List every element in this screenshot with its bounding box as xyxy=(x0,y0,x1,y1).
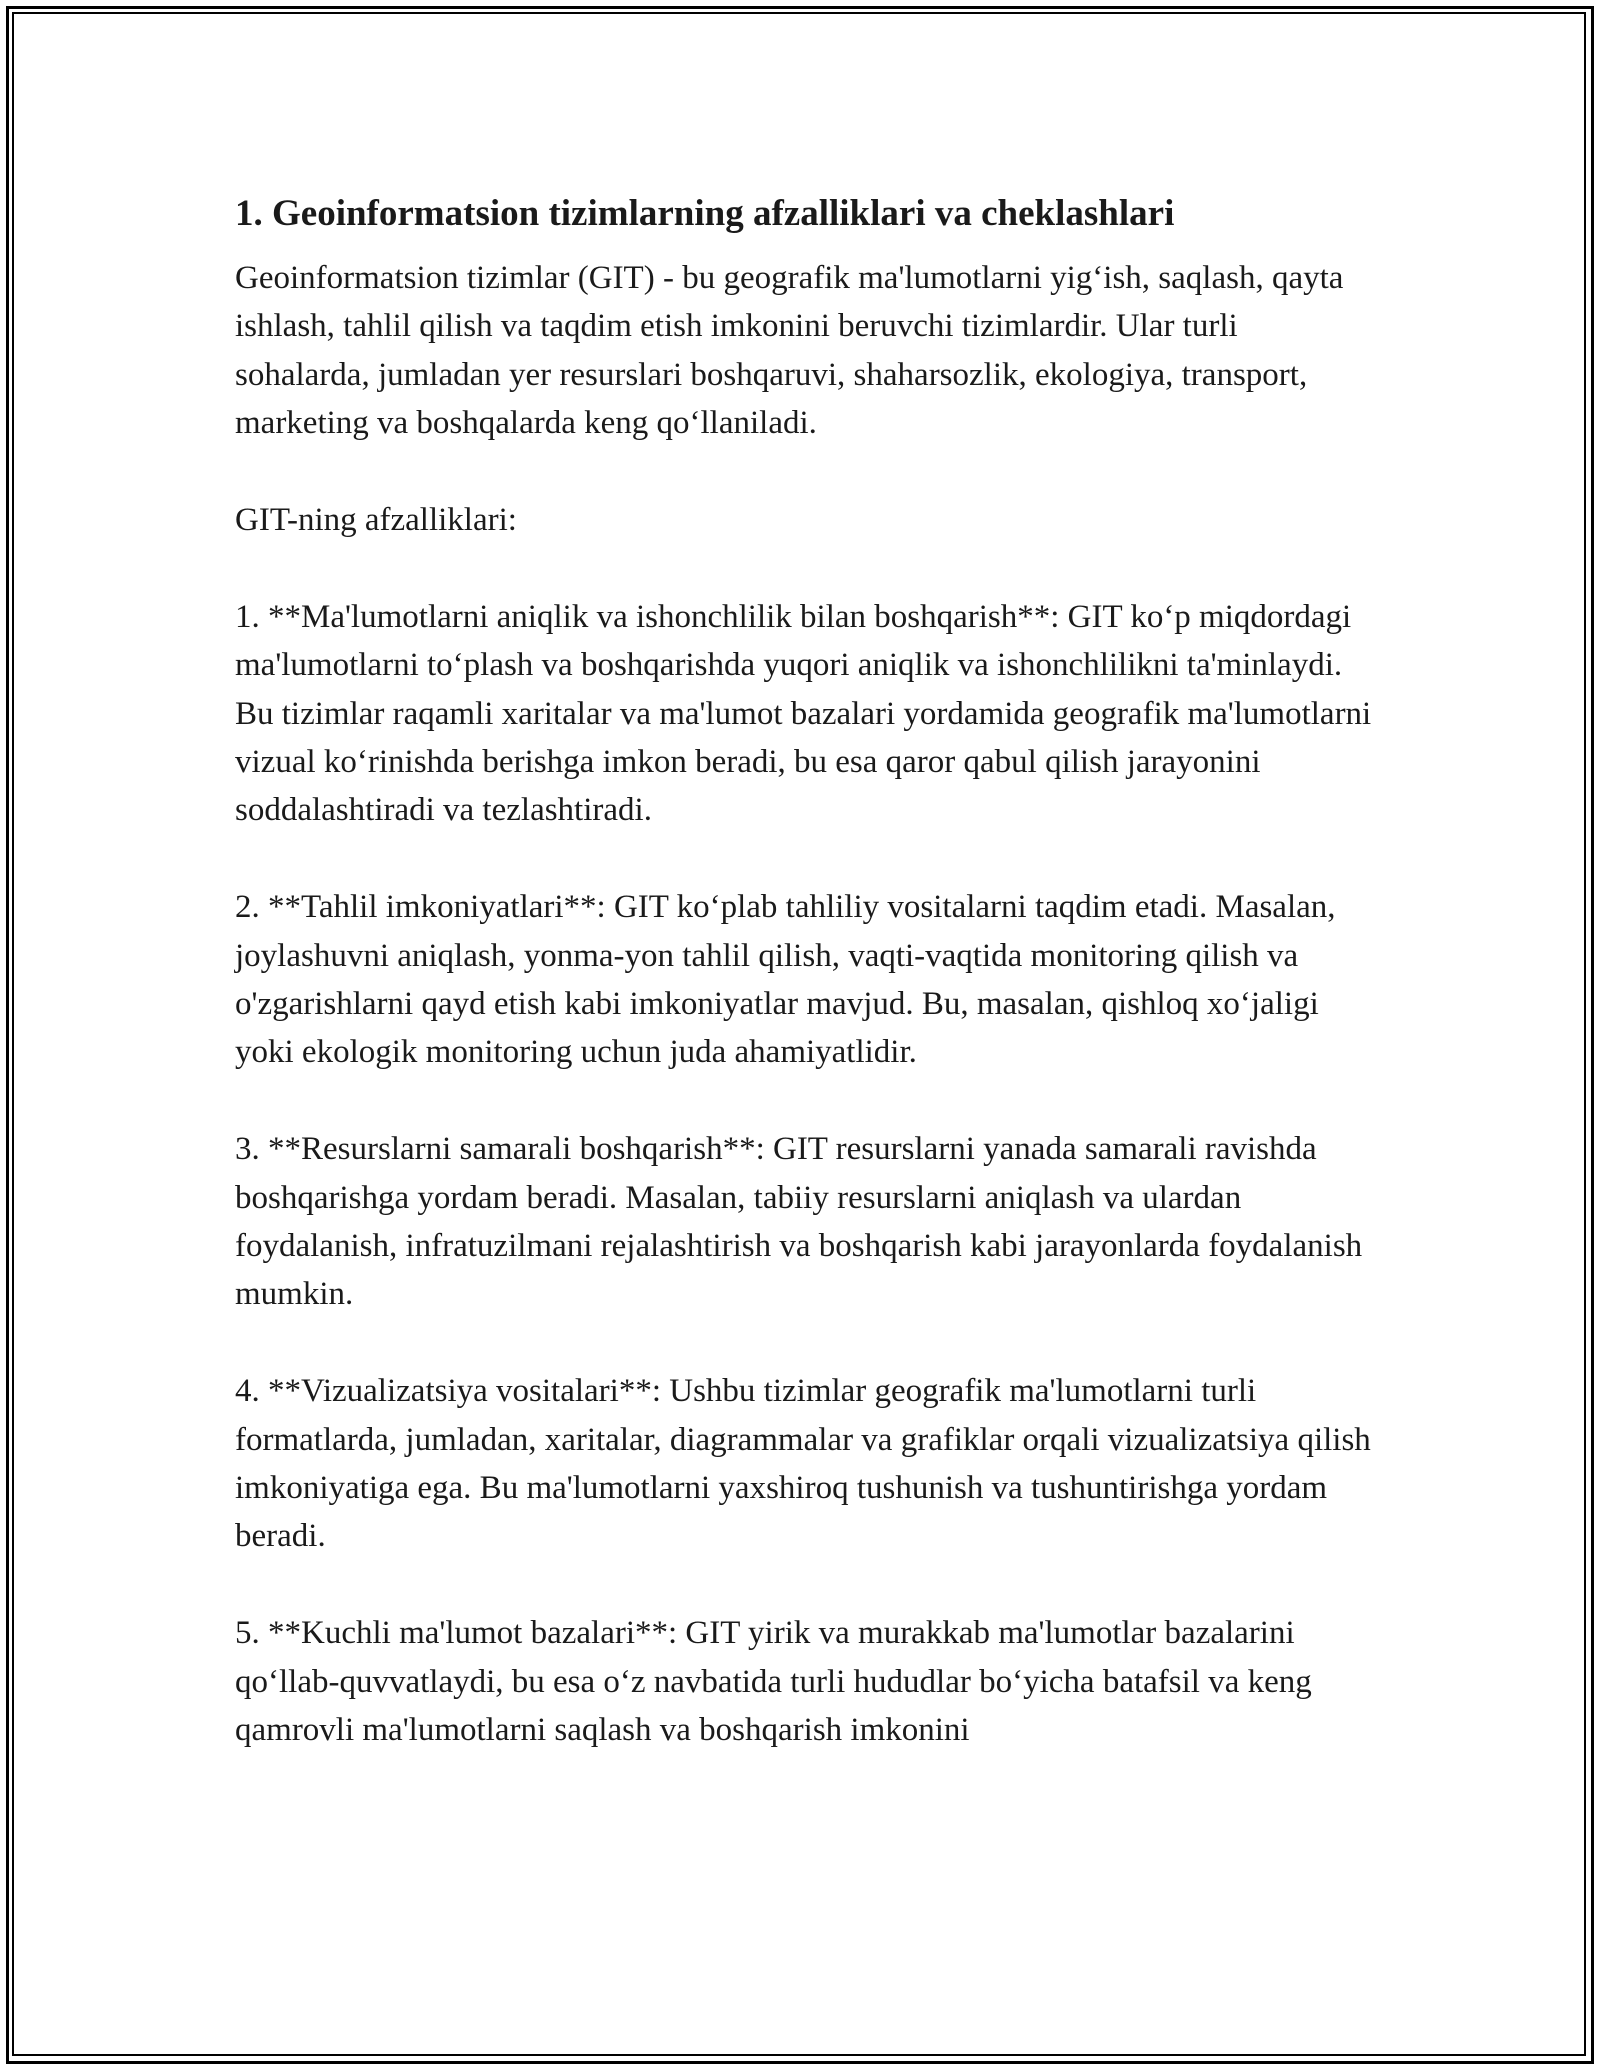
advantage-item-4: 4. **Vizualizatsiya vositalari**: Ushbu tizimlar geografik ma'lumotlarni turli formatlarda, jumladan, xaritalar, diagrammalar va grafiklar orqali vizualizatsiya qilish imkoniyatiga ega. Bu ma'lumotlarni yaxshiroq tushunish va tushuntirishga yordam beradi. xyxy=(235,1373,1371,1555)
document-title: 1. Geoinformatsion tizimlarning afzalliklari va cheklashlari xyxy=(235,193,1175,234)
document-body xyxy=(235,186,1375,1755)
advantages-heading: GIT-ning afzalliklari: xyxy=(235,502,517,539)
advantage-item-2: 2. **Tahlil imkoniyatlari**: GIT ko‘plab tahliliy vositalarni taqdim etadi. Masalan, joylashuvni aniqlash, yonma-yon tahlil qilish, vaqti-vaqtida monitoring qilish va o'zgarishlarni qayd etish kabi imkoniyatlar mavjud. Bu, masalan, qishloq xo‘jaligi yoki ekologik monitoring uchun juda ahamiyatlidir. xyxy=(235,889,1336,1071)
advantage-item-1: 1. **Ma'lumotlarni aniqlik va ishonchlilik bilan boshqarish**: GIT ko‘p miqdordagi ma'lumotlarni to‘plash va boshqarishda yuqori aniqlik va ishonchlilikni ta'minlaydi. Bu tizimlar raqamli xaritalar va ma'lumot bazalari yordamida geografik ma'lumotlarni vizual ko‘rinishda berishga imkon beradi, bu esa qaror qabul qilish jarayonini soddalashtiradi va tezlashtiradi. xyxy=(235,598,1372,829)
advantage-item-5: 5. **Kuchli ma'lumot bazalari**: GIT yirik va murakkab ma'lumotlar bazalarini qo‘llab-quvvatlaydi, bu esa o‘z navbatida turli hududlar bo‘yicha batafsil va keng qamrovli ma'lumotlarni saqlash va boshqarish imkonini xyxy=(235,1615,1312,1749)
advantage-item-3: 3. **Resurslarni samarali boshqarish**: GIT resurslarni yanada samarali ravishda boshqarishga yordam beradi. Masalan, tabiiy resurslarni aniqlash va ulardan foydalanish, infratuzilmani rejalashtirish va boshqarish kabi jarayonlarda foydalanish mumkin. xyxy=(235,1131,1363,1313)
intro-paragraph: Geoinformatsion tizimlar (GIT) - bu geografik ma'lumotlarni yig‘ish, saqlash, qayta ishlash, tahlil qilish va taqdim etish imkonini beruvchi tizimlardir. Ular turli sohalarda, jumladan yer resurslari boshqaruvi, shaharsozlik, ekologiya, transport, marketing va boshqalarda keng qo‘llaniladi. xyxy=(235,260,1344,442)
